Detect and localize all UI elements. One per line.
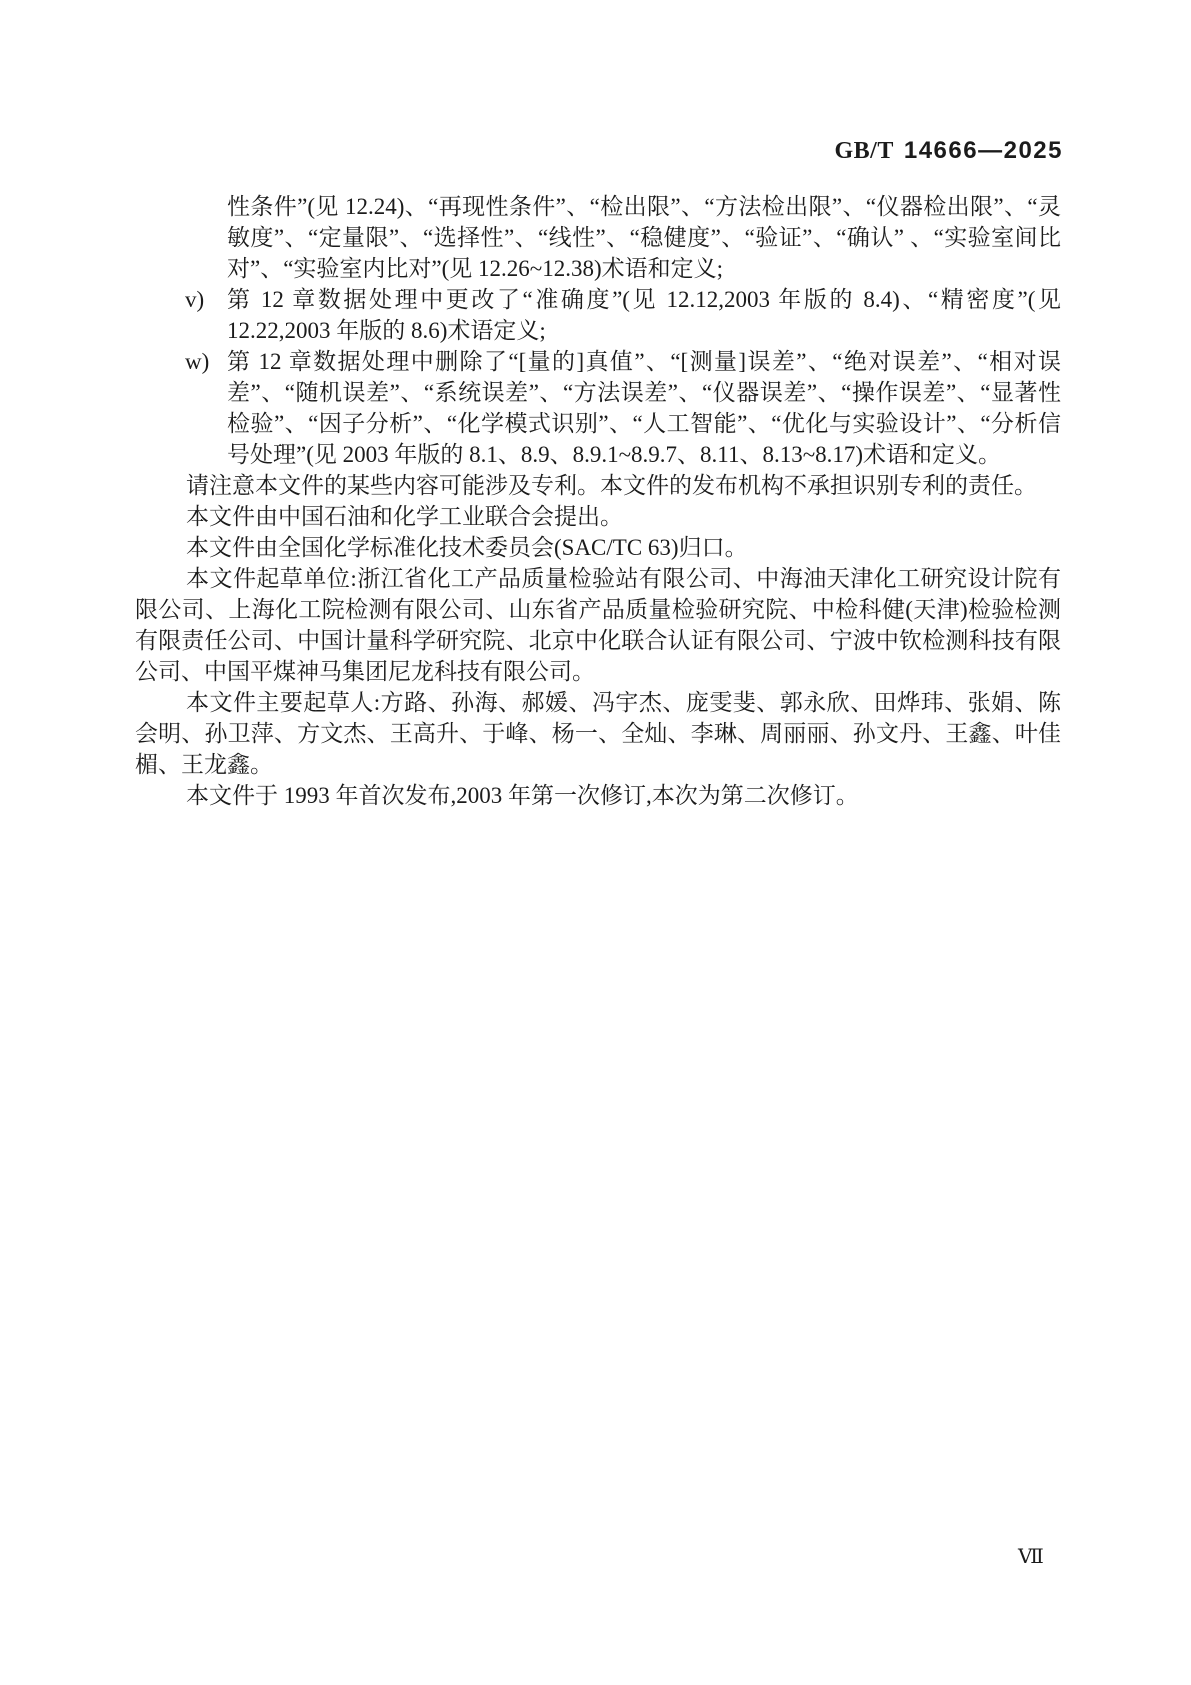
list-item-v [185, 284, 1061, 346]
paragraph-proposed-by: 本文件由中国石油和化学工业联合会提出。 [186, 504, 623, 529]
page-body [135, 191, 1061, 811]
standard-number-header [835, 137, 1064, 165]
standard-code-prefix: GB/T [834, 138, 894, 164]
list-item-marker: v) [185, 287, 205, 312]
list-item-w [185, 346, 1061, 470]
standard-code-number: 14666—2025 [903, 137, 1063, 164]
paragraph-patent-notice: 请注意本文件的某些内容可能涉及专利。本文件的发布机构不承担识别专利的责任。 [186, 473, 1037, 498]
page-number: Ⅶ [1018, 1546, 1045, 1568]
list-item-text: 第 12 章数据处理中更改了“准确度”(见 12.12,2003 年版的 8.4)、“精密度”(见 12.22,2003 年版的 8.6)术语定义; [227, 287, 1061, 343]
paragraph-main-drafters: 本文件主要起草人:方路、孙海、郝媛、冯宇杰、庞雯斐、郭永欣、田烨玮、张娟、陈会明、孙卫萍、方文杰、王高升、于峰、杨一、全灿、李琳、周丽丽、孙文丹、王鑫、叶佳楣、王龙鑫。 [135, 690, 1061, 777]
paragraph-drafting-organizations: 本文件起草单位:浙江省化工产品质量检验站有限公司、中海油天津化工研究设计院有限公司、上海化工院检测有限公司、山东省产品质量检验研究院、中检科健(天津)检验检测有限责任公司、中国计量科学研究院、北京中化联合认证有限公司、宁波中钦检测科技有限公司、中国平煤神马集团尼龙科技有限公司。 [135, 566, 1061, 684]
list-continuation-text: 性条件”(见 12.24)、“再现性条件”、“检出限”、“方法检出限”、“仪器检出限”、“灵敏度”、“定量限”、“选择性”、“线性”、“稳健度”、“验证”、“确认” 、“实验室间比对”、“实验室内比对”(见 12.26~12.38)术语和定义; [227, 194, 1061, 281]
list-item-text: 第 12 章数据处理中删除了“[量的]真值”、“[测量]误差”、“绝对误差”、“相对误差”、“随机误差”、“系统误差”、“方法误差”、“仪器误差”、“操作误差”、“显著性检验”、“因子分析”、“化学模式识别”、“人工智能”、“优化与实验设计”、“分析信号处理”(见 2003 年版的 8.1、8.9、8.9.1~8.9.7、8.11、8.13~8.17)术语和定义。 [227, 349, 1061, 467]
paragraph-revision-history: 本文件于 1993 年首次发布,2003 年第一次修订,本次为第二次修订。 [186, 783, 859, 808]
list-item-marker: w) [185, 349, 210, 374]
paragraph-centralized-by: 本文件由全国化学标准化技术委员会(SAC/TC 63)归口。 [186, 535, 748, 560]
